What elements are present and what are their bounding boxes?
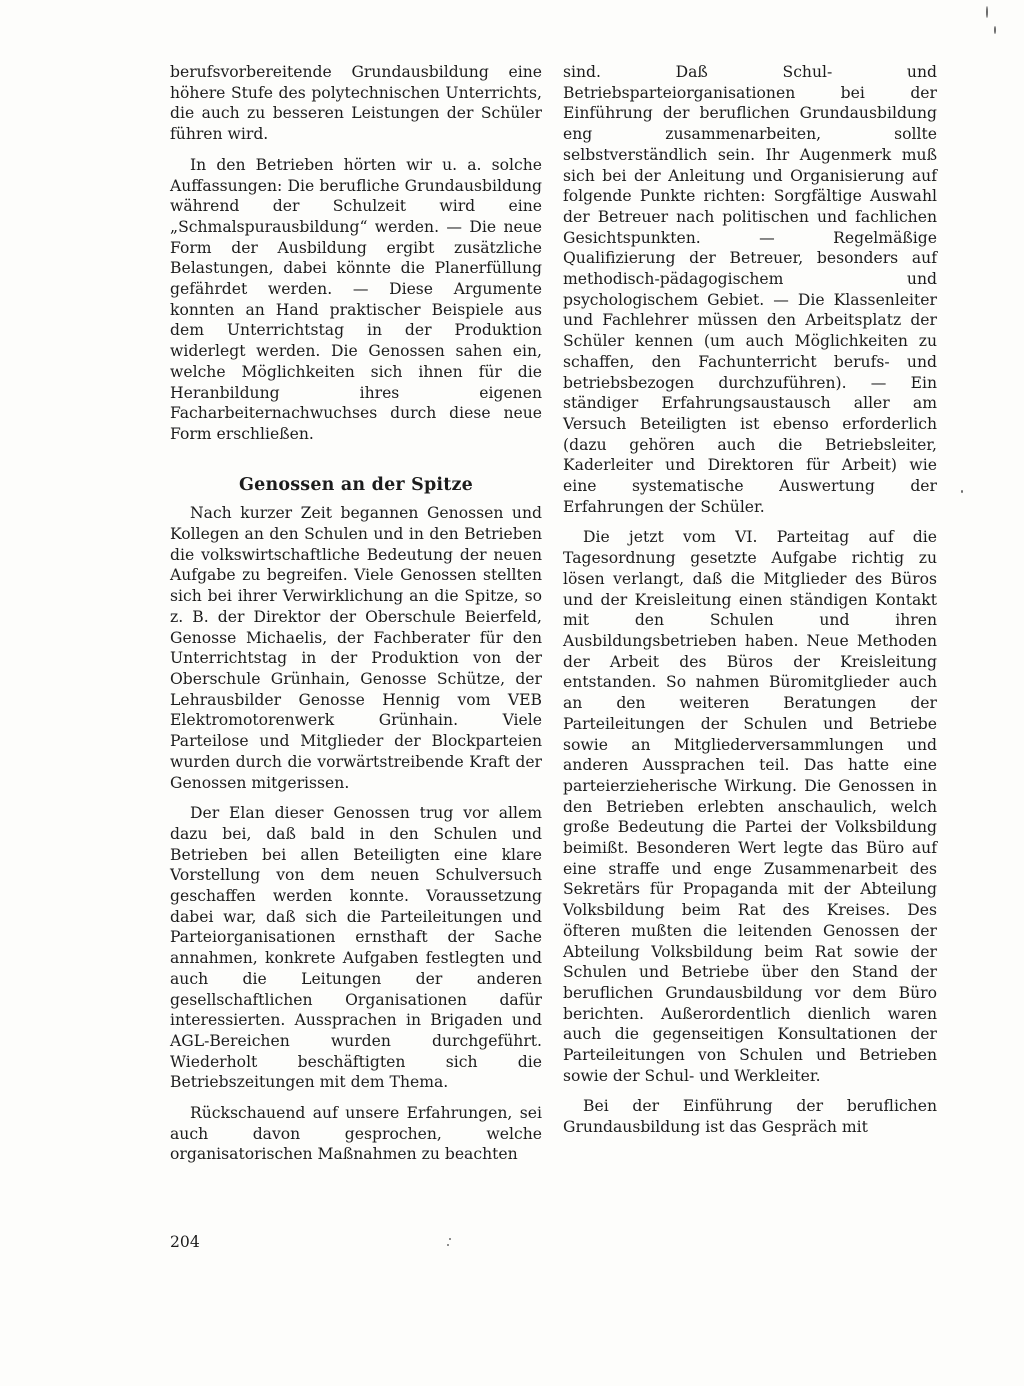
scan-speck xyxy=(449,1238,451,1240)
scan-speck xyxy=(986,6,988,18)
right-paragraph-1: sind. Daß Schul- und Betriebsparteiorganisationen bei der Einführung der beruflichen Grundausbildung eng zusammenarbeiten, sollte selbstverständlich sein. Ihr Augenmerk muß sich bei der Anleitung und Organisierung auf folgende Punkte richten: Sorgfältige Auswahl der Betreuer nach politischen und fachlichen Gesichtspunkten. — Regelmäßige Qualifizierung der Betreuer, besonders auf methodisch-pädagogischem und psychologischem Gebiet. — Die Klassenleiter und Fachlehrer müssen den Arbeitsplatz der Schüler kennen (um auch Möglichkeiten zu schaffen, den Fachunterricht berufs- und betriebsbezogen durchzuführen). — Ein ständiger Erfahrungsaustausch aller am Versuch Beteiligten ist ebenso erforderlich (dazu gehören auch die Betriebsleiter, Kaderleiter und Direktoren für Arbeit) wie eine systematische Auswertung der Erfahrungen der Schüler. xyxy=(563,63,937,516)
scan-speck xyxy=(961,490,963,493)
left-paragraph-2: In den Betrieben hörten wir u. a. solche Auffassungen: Die berufliche Grundausbildung während der Schulzeit wird eine „Schmalspurausbildung“ werden. — Die neue Form der Ausbildung ergibt zusätzliche Belastungen, dabei könnte die Planerfüllung gefährdet werden. — Diese Argumente konnten an Hand praktischer Beispiele aus dem Unterrichtstag in der Produktion widerlegt werden. Die Genossen sahen ein, welche Möglichkeiten sich ihnen für die Heranbildung ihres eigenen Facharbeiternachwuchses durch diese neue Form erschließen. xyxy=(170,155,542,443)
scan-speck xyxy=(994,26,996,34)
left-paragraph-4: Der Elan dieser Genossen trug vor allem dazu bei, daß bald in den Schulen und Betrieben bei allen Beteiligten eine klare Vorstellung von dem neuen Schulversuch geschaffen werden konnte. Voraussetzung dabei war, daß sich die Parteileitungen und Parteiorganisationen ernsthaft der Sache annahmen, konkrete Aufgaben festlegten und auch die Leitungen der anderen gesellschaftlichen Organisationen dafür interessierten. Aussprachen in Brigaden und AGL-Bereichen wurden durchgeführt. Wiederholt beschäftigten sich die Betriebszeitungen mit dem Thema. xyxy=(170,804,542,1092)
left-paragraph-3: Nach kurzer Zeit begannen Genossen und Kollegen an den Schulen und in den Betrieben die volkswirtschaftliche Bedeutung der neuen Aufgabe zu begreifen. Viele Genossen stellten sich bei ihrer Verwirklichung an die Spitze, so z. B. der Direktor der Oberschule Beierfeld, Genosse Michaelis, der Fachberater für den Unterrichtstag in der Produktion von der Oberschule Grünhain, Genosse Schütze, der Lehrausbilder Genosse Hennig vom VEB Elektromotorenwerk Grünhain. Viele Parteilose und Mitglieder der Blockparteien wurden durch die vorwärtstreibende Kraft der Genossen mitgerissen. xyxy=(170,504,542,792)
right-column xyxy=(563,62,937,1138)
page-number: 204 xyxy=(170,1233,200,1251)
left-paragraph-1: berufsvorbereitende Grundausbildung eine höhere Stufe des polytechnischen Unterrichts, die auch zu besseren Leistungen der Schüler führen wird. xyxy=(170,63,542,144)
right-paragraph-3: Bei der Einführung der beruflichen Grundausbildung ist das Gespräch mit xyxy=(563,1097,937,1137)
left-paragraph-5: Rückschauend auf unsere Erfahrungen, sei auch davon gesprochen, welche organisatorischen Maßnahmen zu beachten xyxy=(170,1104,542,1164)
left-column xyxy=(170,62,542,1165)
right-paragraph-2: Die jetzt vom VI. Parteitag auf die Tagesordnung gesetzte Aufgabe richtig zu lösen verlangt, daß die Mitglieder des Büros und der Kreisleitung einen ständigen Kontakt mit den Schulen und ihren Ausbildungsbetrieben haben. Neue Methoden der Arbeit des Büros der Kreisleitung entstanden. So nahmen Büromitglieder auch an den weiteren Beratungen der Parteileitungen der Schulen und Betriebe sowie an Mitgliederversammlungen und anderen Aussprachen teil. Das hatte eine parteierzieherische Wirkung. Die Genossen in den Betrieben erlebten anschaulich, welch große Bedeutung die Partei der Volksbildung beimißt. Besonderen Wert legte das Büro auf eine straffe und enge Zusammenarbeit des Sekretärs für Propaganda mit der Abteilung Volksbildung beim Rat des Kreises. Des öfteren mußten die leitenden Genossen der Abteilung Volksbildung beim Rat sowie der Schulen und Betriebe über den Stand der beruflichen Grundausbildung vor dem Büro berichten. Außerordentlich dienlich waren auch die gegenseitigen Konsultationen der Parteileitungen von Schulen und Betrieben sowie der Schul- und Werkleiter. xyxy=(563,528,937,1085)
section-heading: Genossen an der Spitze xyxy=(238,474,474,495)
scan-speck xyxy=(447,1244,449,1246)
